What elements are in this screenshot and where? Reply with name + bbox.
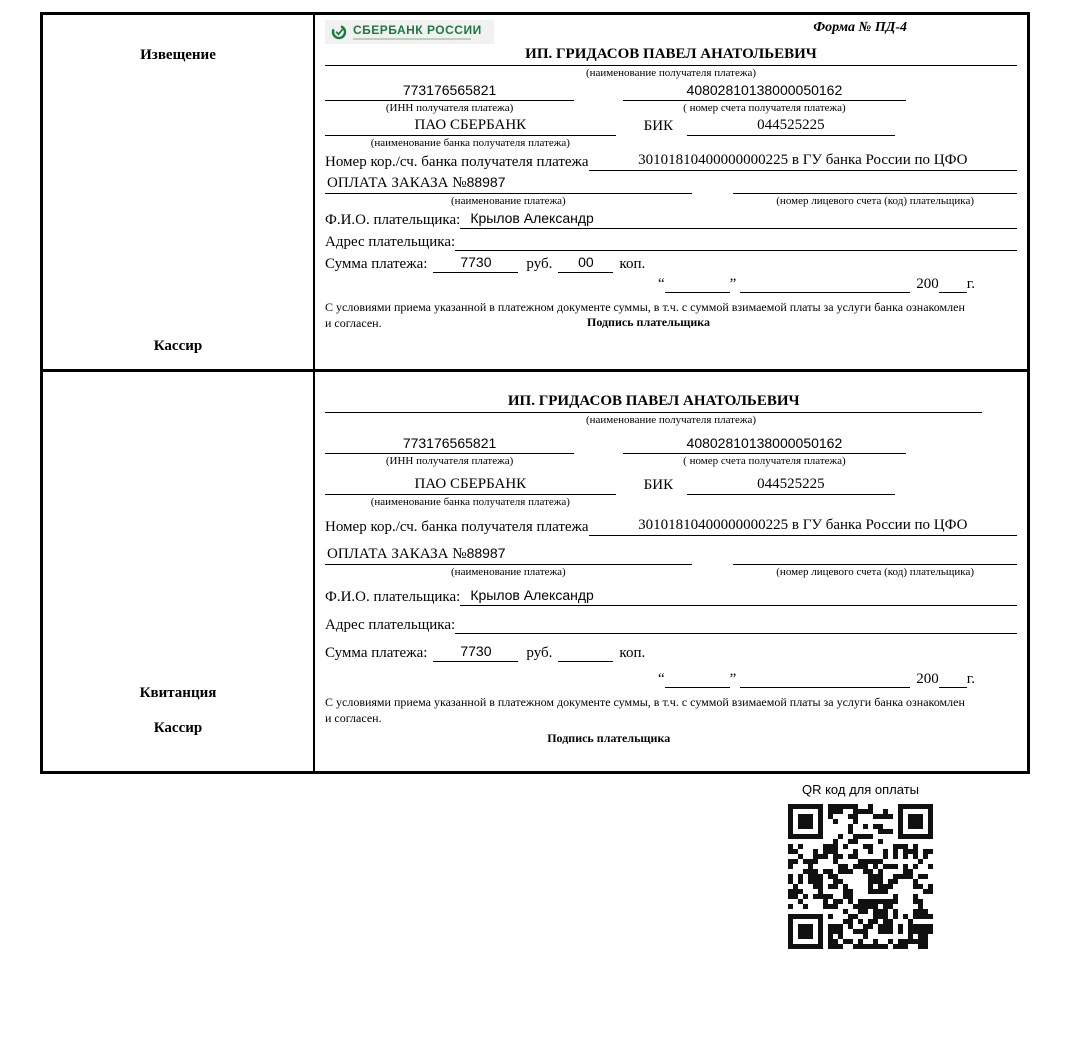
purpose-caption: (наименование платежа) (451, 195, 566, 207)
date-line (325, 276, 975, 293)
personal-account-caption: (номер лицевого счета (код) плательщика) (776, 566, 974, 578)
bik-value: 044525225 (687, 117, 895, 136)
rub-label: руб. (526, 256, 553, 272)
qr-caption: QR код для оплаты (801, 782, 919, 797)
notice-left-cell (43, 15, 315, 369)
date-month-blank (740, 292, 910, 293)
date-day-blank (665, 687, 730, 688)
date-year-blank (939, 292, 967, 293)
agreement-text: С условиями приема указанной в платежном документе суммы, в т.ч. с суммой взимаемой платы за услуги банка ознакомлен и согласен. (325, 695, 965, 725)
account-caption: ( номер счета получателя платежа) (683, 102, 846, 114)
bank-caption: (наименование банка получателя платежа) (370, 137, 570, 149)
signature-label: Подпись плательщика (547, 731, 671, 746)
bank-name: ПАО СБЕРБАНК (325, 476, 616, 495)
payer-name-value: Крылов Александр (460, 587, 1017, 606)
payee-name: ИП. ГРИДАСОВ ПАВЕЛ АНАТОЛЬЕВИЧ (325, 46, 1017, 66)
payee-name: ИП. ГРИДАСОВ ПАВЕЛ АНАТОЛЬЕВИЧ (325, 393, 982, 413)
year-prefix: 200 (916, 671, 939, 687)
amount-value: 7730 (433, 254, 518, 273)
personal-account-line (733, 546, 1017, 565)
signature-label: Подпись плательщика (587, 315, 710, 330)
purpose-caption: (наименование платежа) (451, 566, 566, 578)
order-number: 88987 (466, 545, 506, 561)
form-number: Форма № ПД-4 (813, 20, 907, 35)
receipt-left-cell (43, 372, 315, 771)
kopecks-value: 00 (558, 254, 613, 273)
purpose-label: ОПЛАТА ЗАКАЗА № (327, 546, 467, 562)
payer-address-line (455, 232, 1017, 251)
payee-caption: (наименование получателя платежа) (585, 67, 757, 79)
amount-label: Сумма платежа: (325, 645, 428, 661)
agreement-block (325, 300, 1017, 331)
payment-purpose (325, 545, 692, 565)
payer-name-label: Ф.И.О. плательщика: (325, 589, 461, 605)
notice-section (43, 15, 1027, 372)
sberbank-logo-icon (331, 24, 347, 40)
receipt-section (43, 372, 1027, 771)
cashier-label: Кассир (153, 338, 203, 354)
account-value: 40802810138000050162 (623, 435, 907, 454)
date-day-blank (665, 292, 730, 293)
rub-label: руб. (526, 645, 553, 661)
sberbank-logo-text: СБЕРБАНК РОССИИ (353, 23, 482, 37)
bank-name: ПАО СБЕРБАНК (325, 117, 616, 136)
purpose-label: ОПЛАТА ЗАКАЗА № (327, 175, 467, 191)
qr-code (788, 804, 933, 949)
payer-address-line (455, 615, 1017, 634)
inn-value: 773176565821 (325, 435, 574, 454)
kopecks-value (558, 643, 613, 662)
receipt-right-cell (315, 372, 1027, 771)
payer-address-label: Адрес плательщика: (325, 617, 456, 633)
corr-account-value: 30101810400000000225 в ГУ банка России по ЦФО (589, 152, 1017, 171)
pd4-form-table (40, 12, 1030, 774)
amount-value: 7730 (433, 643, 518, 662)
year-suffix: г. (966, 671, 975, 687)
personal-account-line (733, 175, 1017, 194)
payer-name-value: Крылов Александр (460, 210, 1017, 229)
inn-value: 773176565821 (325, 82, 574, 101)
corr-account-label: Номер кор./сч. банка получателя платежа (325, 154, 589, 170)
date-line (325, 671, 975, 688)
date-quote-close: ” (729, 671, 737, 687)
inn-caption: (ИНН получателя платежа) (385, 455, 514, 467)
year-suffix: г. (966, 276, 975, 292)
account-caption: ( номер счета получателя платежа) (683, 455, 846, 467)
bank-caption: (наименование банка получателя платежа) (370, 496, 570, 508)
order-number: 88987 (466, 174, 506, 190)
bik-label: БИК (643, 118, 674, 134)
corr-account-value: 30101810400000000225 в ГУ банка России по ЦФО (589, 517, 1017, 536)
date-month-blank (740, 687, 910, 688)
notice-right-cell (315, 15, 1027, 369)
cashier-label: Кассир (153, 720, 203, 736)
payer-name-label: Ф.И.О. плательщика: (325, 212, 461, 228)
kop-label: коп. (619, 645, 646, 661)
date-quote-open: “ (657, 671, 665, 687)
amount-label: Сумма платежа: (325, 256, 428, 272)
date-quote-open: “ (657, 276, 665, 292)
qr-section (778, 782, 943, 949)
payment-purpose (325, 174, 692, 194)
year-prefix: 200 (916, 276, 939, 292)
bik-label: БИК (643, 477, 674, 493)
corr-account-label: Номер кор./сч. банка получателя платежа (325, 519, 589, 535)
account-value: 40802810138000050162 (623, 82, 907, 101)
inn-caption: (ИНН получателя платежа) (385, 102, 514, 114)
personal-account-caption: (номер лицевого счета (код) плательщика) (776, 195, 974, 207)
notice-label: Извещение (140, 47, 216, 63)
bik-value: 044525225 (687, 476, 895, 495)
kop-label: коп. (619, 256, 646, 272)
sberbank-logo (325, 20, 494, 44)
date-quote-close: ” (729, 276, 737, 292)
agreement-text: С условиями приема указанной в платежном документе суммы, в т.ч. с суммой взимаемой платы за услуги банка ознакомлен и согласен. (325, 300, 965, 330)
receipt-label: Квитанция (139, 685, 217, 701)
payee-caption: (наименование получателя платежа) (585, 414, 757, 426)
date-year-blank (939, 687, 967, 688)
payer-address-label: Адрес плательщика: (325, 234, 456, 250)
logo-subline-decoration (353, 38, 471, 40)
agreement-block (325, 695, 1017, 746)
